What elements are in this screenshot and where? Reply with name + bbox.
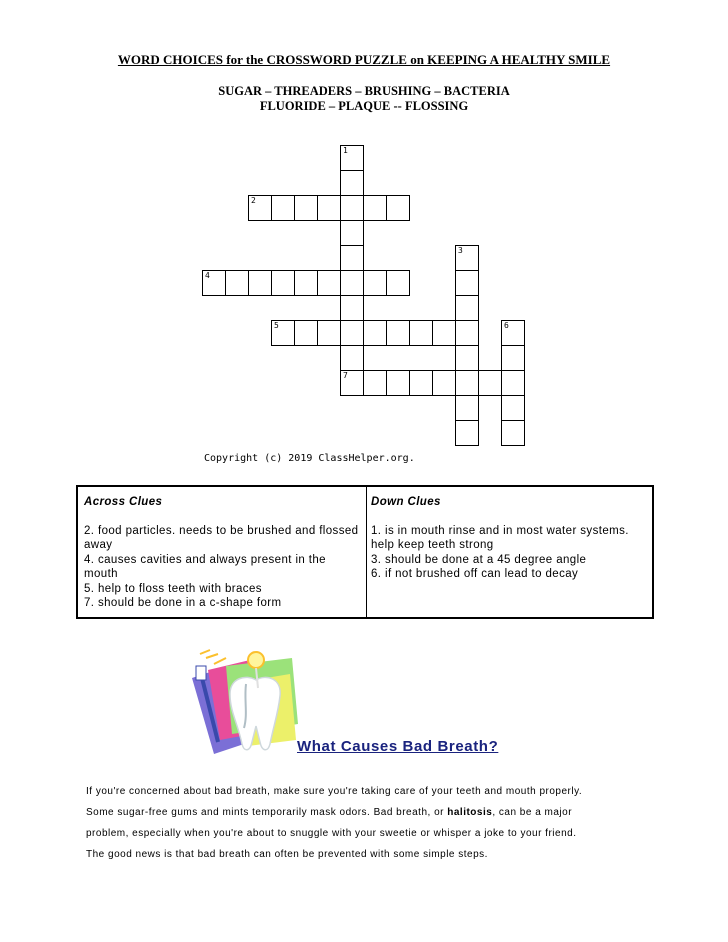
crossword-cell[interactable]	[455, 345, 479, 371]
halitosis-term: halitosis	[447, 807, 493, 818]
crossword-cell[interactable]	[455, 395, 479, 421]
crossword-cell[interactable]	[363, 195, 387, 221]
crossword-cell[interactable]	[340, 345, 364, 371]
down-clues-column	[367, 487, 652, 617]
crossword-cell[interactable]	[202, 270, 226, 296]
copyright-notice: Copyright (c) 2019 ClassHelper.org.	[204, 453, 415, 464]
crossword-cell[interactable]	[340, 320, 364, 346]
crossword-cell[interactable]	[294, 270, 318, 296]
crossword-cell[interactable]	[225, 270, 249, 296]
crossword-cell[interactable]	[363, 270, 387, 296]
crossword-cell[interactable]	[478, 370, 502, 396]
crossword-cell[interactable]	[340, 245, 364, 271]
crossword-cell[interactable]	[248, 270, 272, 296]
paragraph-line	[86, 807, 572, 818]
crossword-cell[interactable]	[501, 420, 525, 446]
crossword-cell[interactable]	[340, 270, 364, 296]
crossword-cell[interactable]	[386, 320, 410, 346]
crossword-cell[interactable]	[386, 195, 410, 221]
crossword-cell[interactable]	[501, 320, 525, 346]
crossword-cell[interactable]	[340, 195, 364, 221]
word-choices-line-1: SUGAR – THREADERS – BRUSHING – BACTERIA	[218, 84, 510, 98]
crossword-cell[interactable]	[455, 320, 479, 346]
crossword-cell[interactable]	[294, 320, 318, 346]
paragraph-text: Some sugar-free gums and mints temporarily mask odors. Bad breath, or	[86, 807, 448, 818]
clue-number: 1	[343, 146, 348, 155]
clues-table	[76, 485, 654, 619]
across-clue: 4. causes cavities and always present in the mouth	[84, 553, 326, 580]
crossword-cell[interactable]	[455, 420, 479, 446]
across-clues-title: Across Clues	[84, 496, 163, 508]
clue-number: 3	[458, 246, 463, 255]
crossword-cell[interactable]	[432, 370, 456, 396]
tooth-clipart-icon	[186, 648, 306, 756]
crossword-cell[interactable]	[340, 220, 364, 246]
paragraph-line: The good news is that bad breath can often be prevented with some simple steps.	[86, 849, 488, 860]
across-clue: 7. should be done in a c-shape form	[84, 597, 282, 609]
clue-number: 4	[205, 271, 210, 280]
section-heading: What Causes Bad Breath?	[297, 738, 499, 755]
clue-number: 6	[504, 321, 509, 330]
crossword-cell[interactable]	[340, 170, 364, 196]
across-clue: 5. help to floss teeth with braces	[84, 582, 262, 595]
crossword-cell[interactable]	[455, 370, 479, 396]
crossword-cell[interactable]	[248, 195, 272, 221]
crossword-cell[interactable]	[432, 320, 456, 346]
crossword-cell[interactable]	[501, 370, 525, 396]
across-clues-column	[78, 487, 367, 617]
crossword-cell[interactable]	[363, 370, 387, 396]
clue-number: 2	[251, 196, 256, 205]
crossword-cell[interactable]	[340, 295, 364, 321]
crossword-cell[interactable]	[317, 195, 341, 221]
crossword-cell[interactable]	[271, 270, 295, 296]
paragraph-text: , can be a major	[492, 807, 573, 818]
word-choices-line-2: FLUORIDE – PLAQUE -- FLOSSING	[259, 99, 469, 113]
down-clue: 3. should be done at a 45 degree angle	[371, 553, 587, 566]
crossword-cell[interactable]	[409, 370, 433, 396]
crossword-cell[interactable]	[386, 270, 410, 296]
crossword-cell[interactable]	[501, 345, 525, 371]
down-clue: 1. is in mouth rinse and in most water systems. help keep teeth strong	[371, 524, 629, 551]
paragraph-line: If you're concerned about bad breath, make sure you're taking care of your teeth and mouth properly.	[86, 786, 583, 797]
crossword-cell[interactable]	[501, 395, 525, 421]
down-clues-title: Down Clues	[371, 496, 441, 508]
crossword-cell[interactable]	[317, 270, 341, 296]
crossword-cell[interactable]	[340, 370, 364, 396]
clue-number: 7	[343, 371, 348, 380]
crossword-cell[interactable]	[455, 270, 479, 296]
crossword-cell[interactable]	[409, 320, 433, 346]
across-clue: 2. food particles. needs to be brushed and flossed away	[84, 524, 359, 551]
crossword-cell[interactable]	[363, 320, 387, 346]
crossword-cell[interactable]	[317, 320, 341, 346]
crossword-cell[interactable]	[271, 320, 295, 346]
page-title: WORD CHOICES for the CROSSWORD PUZZLE on KEEPING A HEALTHY SMILE	[117, 52, 611, 67]
crossword-cell[interactable]	[455, 245, 479, 271]
down-clue: 6. if not brushed off can lead to decay	[371, 568, 579, 580]
crossword-cell[interactable]	[294, 195, 318, 221]
crossword-cell[interactable]	[455, 295, 479, 321]
paragraph-line: problem, especially when you're about to snuggle with your sweetie or whisper a joke to your friend.	[86, 828, 577, 839]
crossword-cell[interactable]	[386, 370, 410, 396]
crossword-cell[interactable]	[340, 145, 364, 171]
crossword-cell[interactable]	[271, 195, 295, 221]
clue-number: 5	[274, 321, 279, 330]
